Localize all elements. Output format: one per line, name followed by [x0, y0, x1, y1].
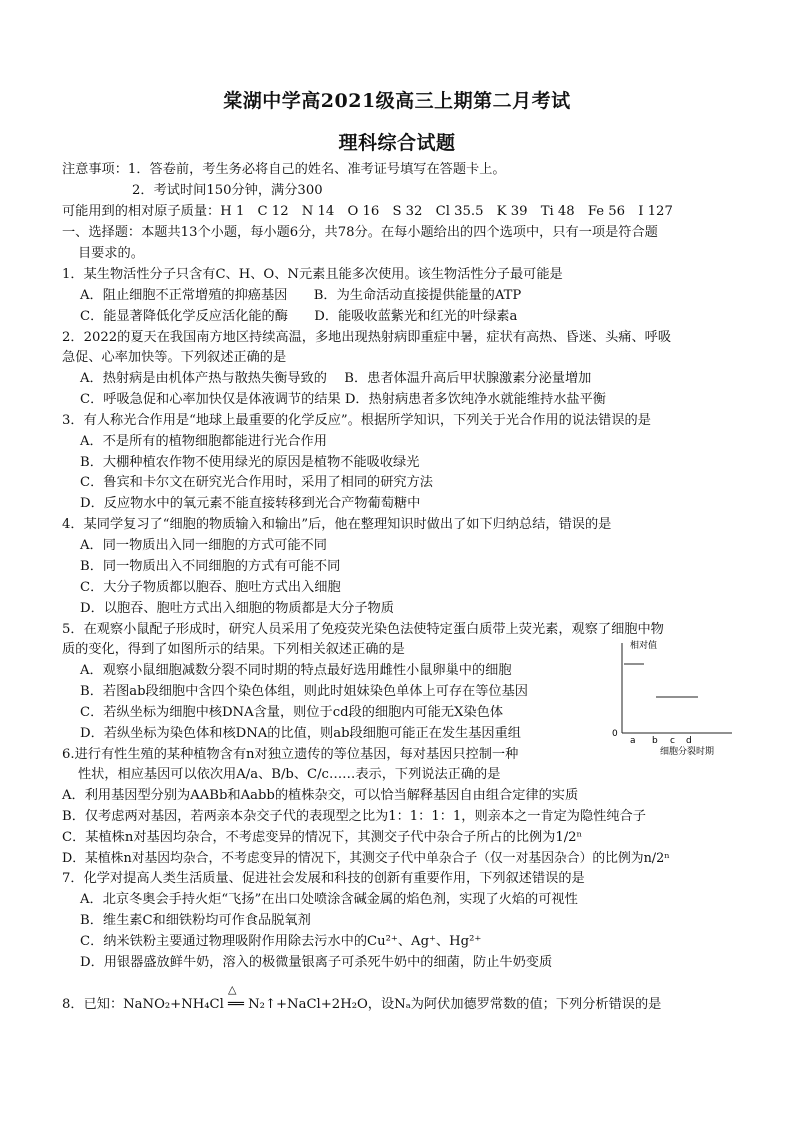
q8-stem: 8．已知：NaNO₂+NH₄Cl ══ N₂↑+NaCl+2H₂O，设Nₐ为阿伏加德罗常数的值；下列分析错误的是: [62, 997, 662, 1012]
q5-figure: [608, 635, 738, 760]
q6-option-a: A．利用基因型分别为AABb和Aabb的植株杂交，可以恰当解释基因自由组合定律的实质: [62, 788, 579, 803]
q5-option-a: A．观察小鼠细胞减数分裂不同时期的特点最好选用雌性小鼠卵巢中的细胞: [80, 663, 512, 678]
q5-option-c: C．若纵坐标为细胞中核DNA含量，则位于cd段的细胞内可能无X染色体: [80, 705, 504, 720]
q5-option-d: D．若纵坐标为染色体和核DNA的比值，则ab段细胞可能正在发生基因重组: [80, 726, 521, 741]
q7-option-b: B．维生素C和细铁粉均可作食品脱氧剂: [80, 913, 311, 928]
q4-option-c: C．大分子物质都以胞吞、胞吐方式出入细胞: [80, 580, 341, 595]
q5-figure-svg: [608, 635, 738, 760]
q4-option-b: B．同一物质出入不同细胞的方式有可能不同: [80, 559, 341, 574]
y-axis-label: 相对值: [630, 641, 658, 651]
q3-option-d: D．反应物水中的氧元素不能直接转移到光合产物葡萄糖中: [80, 496, 421, 511]
tick-d: d: [686, 736, 692, 746]
q4-stem: 4．某同学复习了“细胞的物质输入和输出”后，他在整理知识时做出了如下归纳总结，错误的是: [62, 517, 612, 532]
q6-option-d: D．某植株n对基因均杂合，不考虑变异的情况下，其测交子代中单杂合子（仅一对基因杂合）的比例为n/2ⁿ: [62, 851, 670, 866]
q6-option-b: B．仅考虑两对基因，若两亲本杂交子代的表现型之比为1：1：1：1，则亲本之一肯定为隐性纯合子: [62, 809, 646, 824]
q1-stem: 1．某生物活性分子只含有C、H、O、N元素且能多次使用。该生物活性分子最可能是: [62, 267, 563, 282]
notice-line-1: 注意事项：1．答卷前，考生务必将自己的姓名、准考证号填写在答题卡上。: [62, 162, 506, 177]
q6-option-c: C．某植株n对基因均杂合，不考虑变异的情况下，其测交子代中杂合子所占的比例为1/2ⁿ: [62, 830, 583, 845]
page-subtitle: 理科综合试题: [338, 132, 456, 154]
q5-option-b: B．若图ab段细胞中含四个染色体组，则此时姐妹染色单体上可存在等位基因: [80, 684, 528, 699]
x-axis-label: 细胞分裂时期: [660, 747, 715, 757]
q2-stem-1: 2．2022的夏天在我国南方地区持续高温，多地出现热射病即重症中暑，症状有高热、昏迷、头痛、呼吸: [62, 330, 672, 345]
section-heading-cont: 目要求的。: [78, 246, 144, 261]
tick-b: b: [652, 736, 658, 746]
q5-stem-1: 5．在观察小鼠配子形成时，研究人员采用了免疫荧光染色法使特定蛋白质带上荧光素，观察了细胞中物: [62, 622, 664, 637]
tick-c: c: [670, 736, 675, 746]
notice-line-2: 2．考试时间150分钟，满分300: [132, 183, 323, 198]
q7-option-a: A．北京冬奥会手持火炬“飞扬”在出口处喷涂含碱金属的焰色剂，实现了火焰的可视性: [80, 892, 578, 907]
q7-option-c: C．纳米铁粉主要通过物理吸附作用除去污水中的Cu²⁺、Ag⁺、Hg²⁺: [80, 934, 482, 949]
q5-stem-2: 质的变化，得到了如图所示的结果。下列相关叙述正确的是: [62, 642, 405, 657]
q6-stem-2: 性状，相应基因可以依次用A/a、B/b、C/c……表示，下列说法正确的是: [78, 767, 501, 782]
section-heading: 一、选择题：本题共13个小题，每小题6分，共78分。在每小题给出的四个选项中，只有一项是符合题: [62, 225, 658, 240]
q3-stem: 3．有人称光合作用是“地球上最重要的化学反应”。根据所学知识，下列关于光合作用的说法错误的是: [62, 413, 651, 428]
q3-option-b: B．大棚种植农作物不使用绿光的原因是植物不能吸收绿光: [80, 455, 420, 470]
q3-option-a: A．不是所有的植物细胞都能进行光合作用: [80, 434, 327, 449]
origin-label: 0: [612, 729, 618, 739]
q1-options-ab: A．阻止细胞不正常增殖的抑癌基因 B．为生命活动直接提供能量的ATP: [80, 288, 522, 303]
q4-option-d: D．以胞吞、胞吐方式出入细胞的物质都是大分子物质: [80, 601, 394, 616]
q3-option-c: C．鲁宾和卡尔文在研究光合作用时，采用了相同的研究方法: [80, 475, 433, 490]
q8-delta: △: [228, 983, 237, 996]
atomic-masses: 可能用到的相对原子质量：H 1 C 12 N 14 O 16 S 32 Cl 35.5 K 39 Ti 48 Fe 56 I 127: [62, 204, 673, 219]
tick-a: a: [630, 736, 636, 746]
page-title: 棠湖中学高2021级高三上期第二月考试: [223, 90, 571, 112]
q7-option-d: D．用银器盛放鲜牛奶，溶入的极微量银离子可杀死牛奶中的细菌，防止牛奶变质: [80, 955, 553, 970]
q1-options-cd: C．能显著降低化学反应活化能的酶 D．能吸收蓝紫光和红光的叶绿素a: [80, 309, 518, 324]
q4-option-a: A．同一物质出入同一细胞的方式可能不同: [80, 538, 327, 553]
q7-stem: 7．化学对提高人类生活质量、促进社会发展和科技的创新有重要作用，下列叙述错误的是: [62, 871, 585, 886]
q2-options-cd: C．呼吸急促和心率加快仅是体液调节的结果 D．热射病患者多饮纯净水就能维持水盐平衡: [80, 392, 606, 407]
q2-options-ab: A．热射病是由机体产热与散热失衡导致的 B．患者体温升高后甲状腺激素分泌量增加: [80, 371, 592, 386]
q2-stem-2: 急促、心率加快等。下列叙述正确的是: [62, 350, 287, 365]
q6-stem-1: 6.进行有性生殖的某种植物含有n对独立遗传的等位基因，每对基因只控制一种: [62, 747, 519, 762]
